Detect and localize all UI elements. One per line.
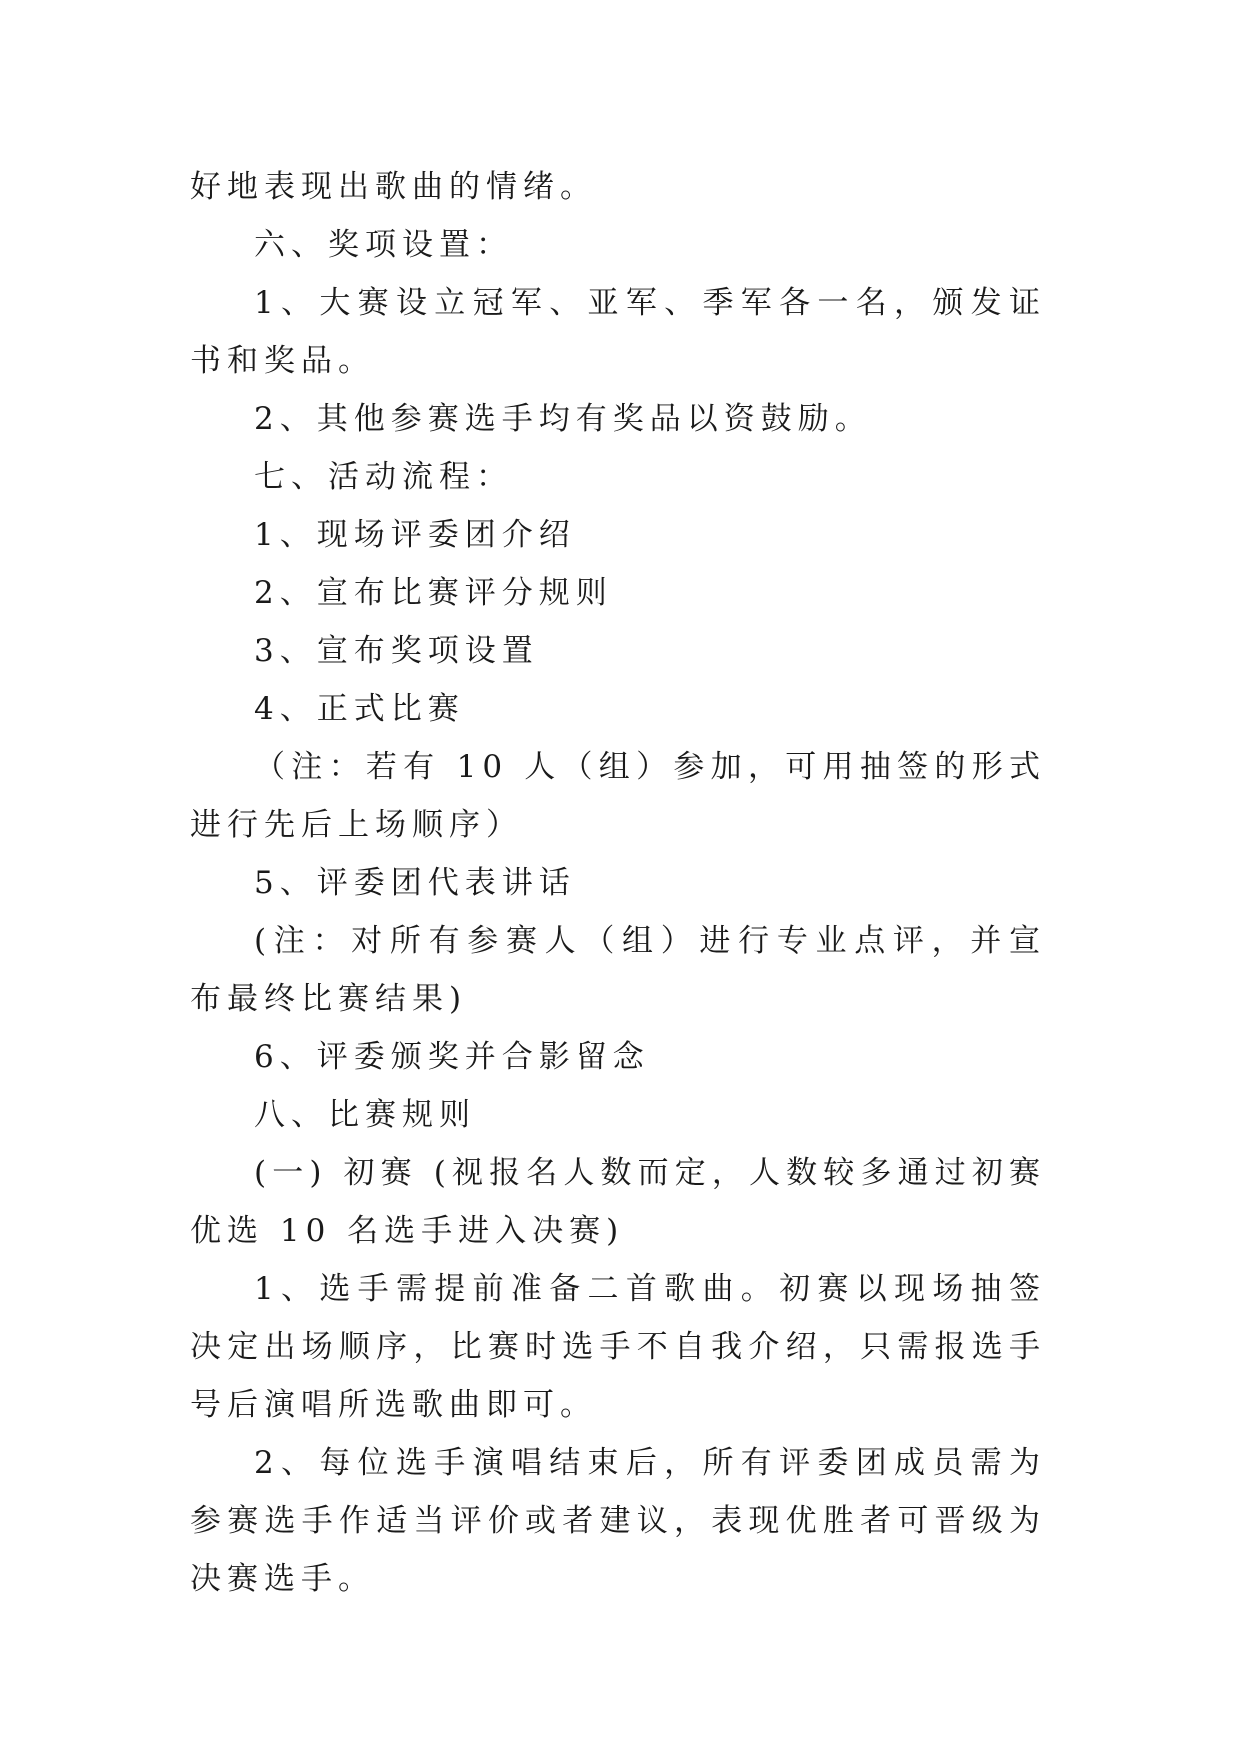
list-item: 5、评委团代表讲话 (254, 865, 576, 901)
document-body (190, 158, 1046, 1608)
paragraph: 好地表现出歌曲的情绪。 (190, 169, 597, 205)
note: （注：若有 10 人（组）参加，可用抽签的形式进行先后上场顺序） (190, 749, 1046, 843)
paragraph: 2、每位选手演唱结束后，所有评委团成员需为参赛选手作适当评价或者建议，表现优胜者可晋级为决赛选手。 (190, 1445, 1046, 1597)
section-heading-awards: 六、奖项设置： (254, 227, 513, 263)
list-item: 6、评委颁奖并合影留念 (254, 1039, 650, 1075)
list-item: 4、正式比赛 (254, 691, 465, 727)
list-item: 2、宣布比赛评分规则 (254, 575, 613, 611)
paragraph: 2、其他参赛选手均有奖品以资鼓励。 (254, 401, 872, 437)
note: (注：对所有参赛人（组）进行专业点评，并宣布最终比赛结果) (190, 923, 1046, 1017)
list-item: 3、宣布奖项设置 (254, 633, 539, 669)
paragraph: 1、大赛设立冠军、亚军、季军各一名，颁发证书和奖品。 (190, 285, 1046, 379)
paragraph: 1、选手需提前准备二首歌曲。初赛以现场抽签决定出场顺序，比赛时选手不自我介绍，只需报选手号后演唱所选歌曲即可。 (190, 1271, 1046, 1423)
subsection-heading: (一) 初赛 (视报名人数而定，人数较多通过初赛优选 10 名选手进入决赛) (190, 1155, 1046, 1249)
section-heading-process: 七、活动流程： (254, 459, 513, 495)
section-heading-rules: 八、比赛规则 (254, 1097, 476, 1133)
list-item: 1、现场评委团介绍 (254, 517, 576, 553)
